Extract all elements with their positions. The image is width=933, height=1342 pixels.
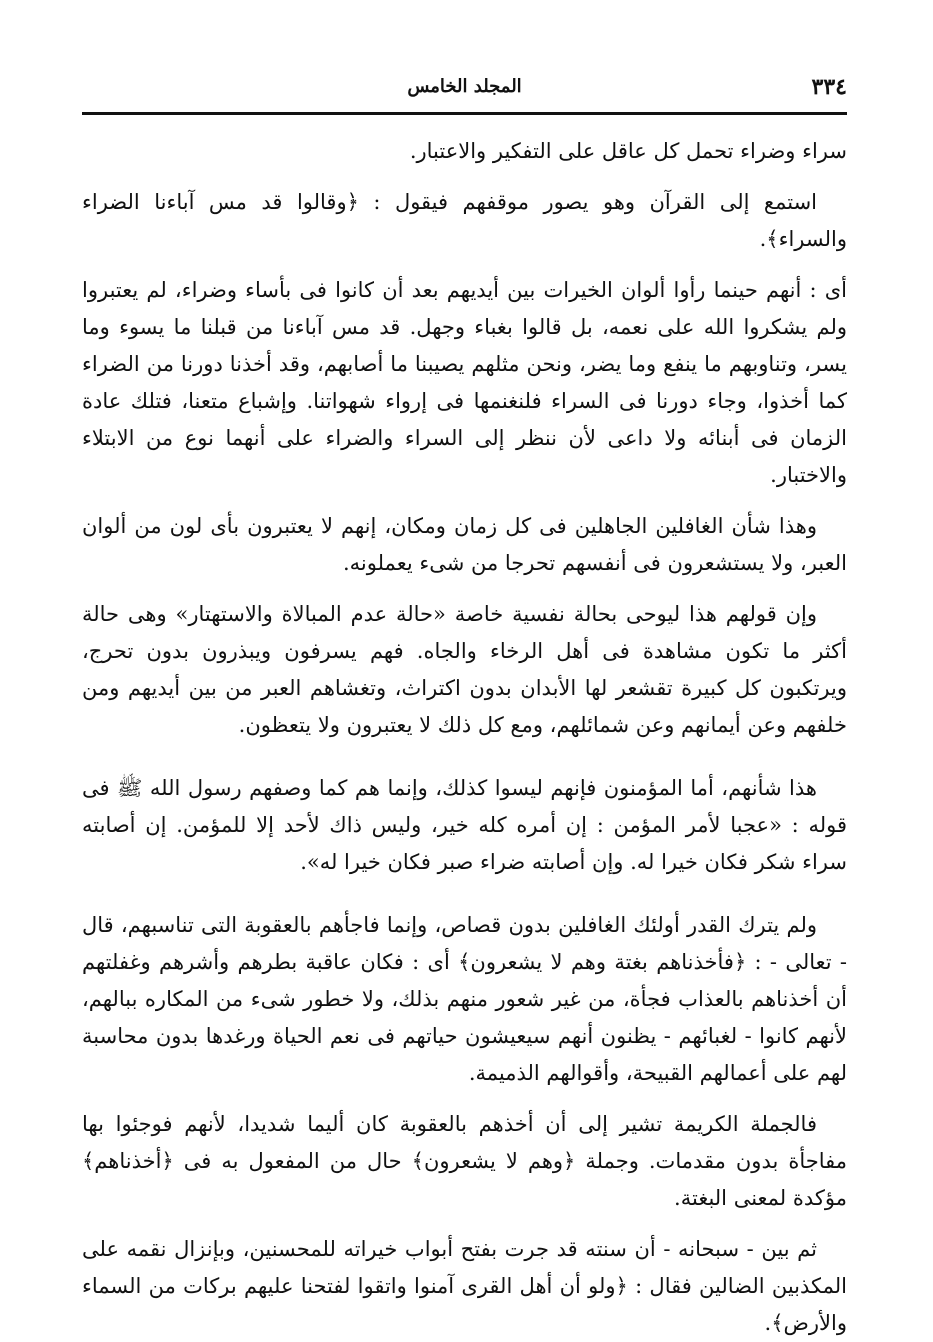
paragraph-continuation: سراء وضراء تحمل كل عاقل على التفكير والاعتبار. bbox=[409, 139, 847, 163]
paragraph-sudden-seizure: فالجملة الكريمة تشير إلى أن أخذهم بالعقوبة كان أليما شديدا، لأنهم فوجئوا بها مفاجأة بدون مقدمات. وجملة ﴿وهم لا يشعرون﴾ حال من المفعول به فى ﴿أخذناهم﴾ مؤكدة لمعنى البغتة. bbox=[82, 1112, 847, 1210]
paragraph-heedless: وهذا شأن الغافلين الجاهلين فى كل زمان ومكان، إنهم لا يعتبرون بأى لون من ألوان العبر، ولا يستشعرون فى أنفسهم تحرجا من شىء يعملونه. bbox=[82, 514, 847, 575]
page-body bbox=[82, 133, 847, 1342]
paragraph-divine-law: ثم بين - سبحانه - أن سنته قد جرت بفتح أبواب خيراته للمحسنين، وبإنزال نقمه على المكذبين الضالين فقال : ﴿ولو أن أهل القرى آمنوا واتقوا لفتحنا عليهم بركات من السماء والأرض﴾. bbox=[82, 1237, 847, 1335]
paragraph-explanation: أى : أنهم حينما رأوا ألوان الخيرات بين أيديهم بعد أن كانوا فى بأساء وضراء، لم يعتبروا ولم يشكروا الله على نعمه، بل قالوا بغباء وجهل. قد مس آباءنا من قبلنا ما يسوء وما يسر، وتناوبهم ما ينفع وما يضر، ونحن مثلهم يصيبنا ما أصابهم، وقد أخذنا دورنا من الضراء كما أخذوا، وجاء دورنا فى السراء فلنغنمها فى إرواء شهواتنا. وإشباع متعنا، فتلك عادة الزمان فى أبنائه ولا داعى لأن ننظر إلى السراء والضراء على أنهما نوع من الابتلاء والاختبار. bbox=[82, 278, 847, 487]
paragraph-punishment: ولم يترك القدر أولئك الغافلين بدون قصاص، وإنما فاجأهم بالعقوبة التى تناسبهم، قال - تعالى - : ﴿فأخذناهم بغتة وهم لا يشعرون﴾ أى : فكان عاقبة بطرهم وأشرهم وغفلتهم أن أخذناهم بالعذاب فجأة، من غير شعور منهم بذلك، ولا خطور شىء من المكاره ببالهم، لأنهم كانوا - لغبائهم - يظنون أنهم سيعيشون حياتهم فى نعم الحياة ورغدها بدون محاسبة لهم على أعمالهم القبيحة، وأقوالهم الذميمة. bbox=[82, 913, 847, 1085]
running-title: المجلد الخامس bbox=[407, 76, 522, 97]
paragraph-quran-quote: استمع إلى القرآن وهو يصور موقفهم فيقول : ﴿وقالوا قد مس آباءنا الضراء والسراء﴾. bbox=[82, 190, 847, 251]
page-header bbox=[82, 70, 847, 106]
paragraph-indifference: وإن قولهم هذا ليوحى بحالة نفسية خاصة «حالة عدم المبالاة والاستهتار» وهى حالة أكثر ما تكون مشاهدة فى أهل الرخاء والجاه. فهم يسرفون ويبذرون بدون تحرج، ويرتكبون كل كبيرة تقشعر لها الأبدان بدون اكتراث، وتغشاهم العبر من بين أيديهم ومن خلفهم وعن أيمانهم وعن شمائلهم، ومع كل ذلك لا يعتبرون ولا يتعظون. bbox=[82, 602, 847, 737]
header-rule bbox=[82, 112, 847, 115]
paragraph-believers-hadith: هذا شأنهم، أما المؤمنون فإنهم ليسوا كذلك، وإنما هم كما وصفهم رسول الله ﷺ فى قوله : «عجبا لأمر المؤمن : إن أمره كله خير، وليس ذاك لأحد إلا للمؤمن. إن أصابته سراء شكر فكان خيرا له. وإن أصابته ضراء صبر فكان خيرا له». bbox=[82, 776, 847, 874]
page-number: ٣٣٤ bbox=[811, 74, 847, 100]
